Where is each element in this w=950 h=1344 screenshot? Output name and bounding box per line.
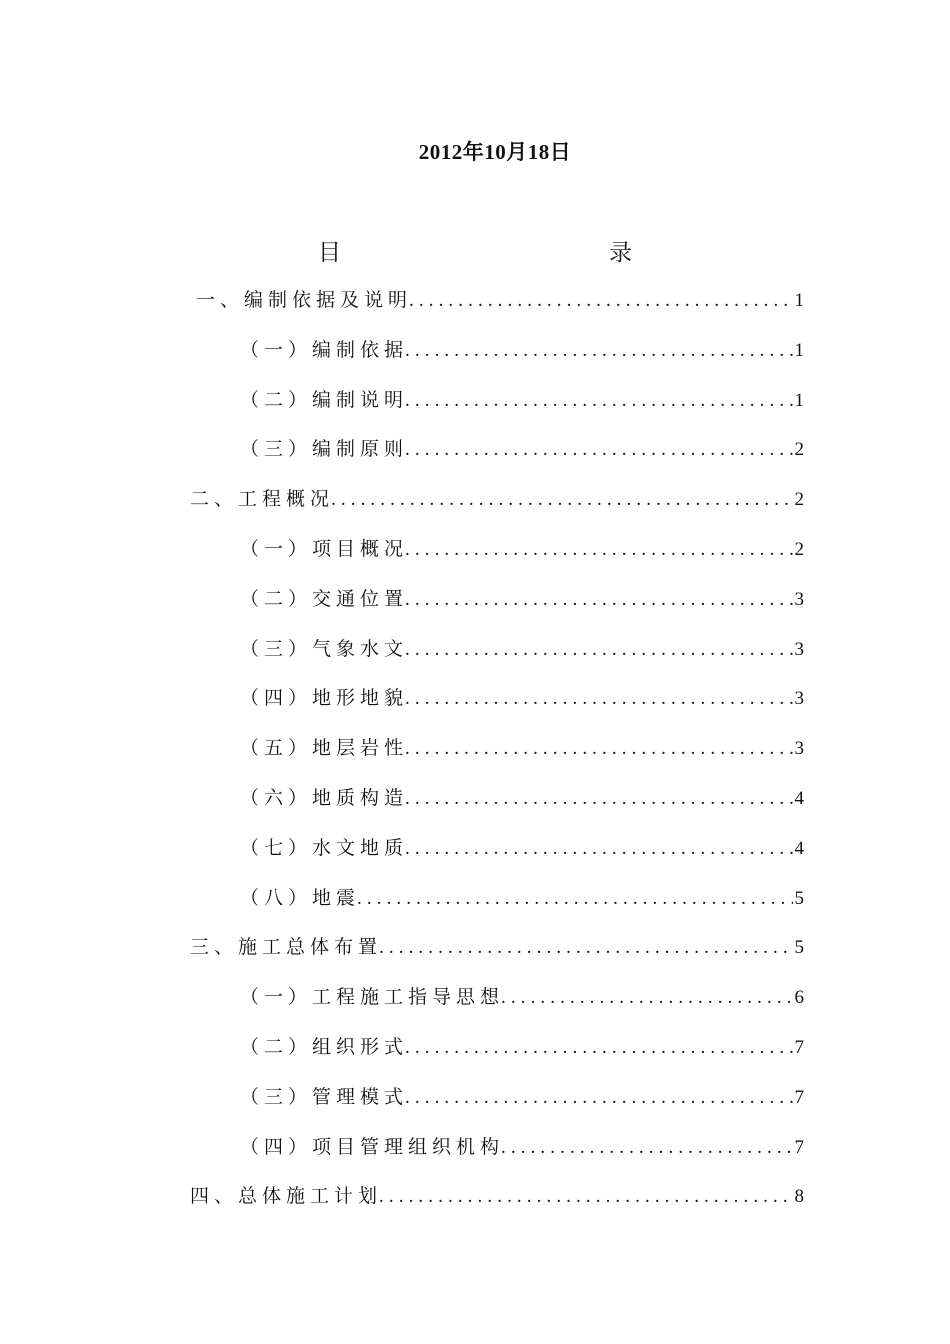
toc-leader-dots [405, 1082, 792, 1114]
toc-entry[interactable] [0, 882, 950, 932]
toc-page-number: 2 [794, 439, 804, 461]
toc-entry[interactable] [0, 682, 950, 732]
toc-leader-dots [405, 434, 792, 466]
toc-entry-label: （一）项目概况 [240, 537, 409, 560]
toc-page-number: 8 [794, 1186, 804, 1208]
document-date: 2012年10月18日 [418, 140, 572, 164]
toc-page-number: 1 [794, 389, 804, 411]
toc-entry-label: （四）项目管理组织机构 [240, 1135, 505, 1158]
toc-entry[interactable] [0, 1031, 950, 1081]
toc-entry-label: 二、工程概况 [190, 488, 335, 511]
toc-entry[interactable] [0, 583, 950, 633]
toc-leader-dots [405, 385, 792, 417]
toc-leader-dots [501, 1132, 792, 1164]
toc-leader-dots [405, 783, 792, 815]
toc-leader-dots [405, 833, 792, 865]
toc-page-number: 2 [794, 538, 804, 560]
toc-title-right: 录 [609, 240, 632, 266]
toc-page-number: 5 [794, 937, 804, 959]
toc-leader-dots [501, 982, 792, 1014]
toc-entry-label: （五）地层岩性 [240, 737, 409, 760]
toc-page-number: 7 [794, 1136, 804, 1158]
toc-leader-dots [379, 1181, 792, 1213]
toc-entry[interactable] [0, 334, 950, 384]
toc-leader-dots [405, 584, 792, 616]
toc-page-number: 4 [794, 837, 804, 859]
toc-entry[interactable] [0, 931, 950, 981]
toc-leader-dots [405, 634, 792, 666]
toc-entry[interactable] [0, 832, 950, 882]
toc-leader-dots [357, 883, 792, 915]
toc-page-number: 3 [794, 688, 804, 710]
toc-page-number: 1 [794, 339, 804, 361]
toc-entry-label: （一）编制依据 [240, 338, 409, 361]
toc-entry-label: （三）管理模式 [240, 1085, 409, 1108]
toc-leader-dots [405, 534, 792, 566]
toc-entry-label: （八）地震 [240, 886, 361, 909]
toc-entry-label: （一）工程施工指导思想 [240, 986, 505, 1009]
toc-entry-label: （二）组织形式 [240, 1035, 409, 1058]
toc-entry[interactable] [0, 284, 950, 334]
toc-leader-dots [409, 285, 792, 317]
toc-entry-label: （六）地质构造 [240, 786, 409, 809]
toc-entry-label: 四、总体施工计划 [190, 1185, 383, 1208]
toc-entry[interactable] [0, 533, 950, 583]
toc-entry-label: （三）气象水文 [240, 637, 409, 660]
toc-page-number: 5 [794, 887, 804, 909]
table-of-contents [0, 284, 950, 1230]
toc-title-left: 目 [318, 240, 341, 266]
toc-entry[interactable] [0, 732, 950, 782]
toc-page-number: 7 [794, 1086, 804, 1108]
toc-entry-label: （四）地形地貌 [240, 687, 409, 710]
toc-page-number: 3 [794, 638, 804, 660]
toc-entry[interactable] [0, 1131, 950, 1181]
toc-entry[interactable] [0, 483, 950, 533]
toc-page-number: 2 [794, 489, 804, 511]
toc-page-number: 1 [794, 290, 804, 311]
toc-leader-dots [331, 484, 792, 516]
toc-leader-dots [379, 932, 792, 964]
toc-entry-label: （二）编制说明 [240, 388, 409, 411]
toc-entry[interactable] [0, 384, 950, 434]
toc-entry[interactable] [0, 633, 950, 683]
toc-title [0, 234, 950, 268]
toc-entry[interactable] [0, 782, 950, 832]
toc-entry-label: （三）编制原则 [240, 438, 409, 461]
toc-leader-dots [405, 335, 792, 367]
toc-page-number: 6 [794, 987, 804, 1009]
toc-leader-dots [405, 733, 792, 765]
toc-page-number: 4 [794, 787, 804, 809]
toc-leader-dots [405, 683, 792, 715]
toc-entry[interactable] [0, 981, 950, 1031]
toc-entry-label: 三、施工总体布置 [190, 936, 383, 959]
toc-leader-dots [405, 1032, 792, 1064]
toc-entry-label: 一、编制依据及说明 [196, 289, 413, 311]
toc-entry-label: （七）水文地质 [240, 836, 409, 859]
toc-entry[interactable] [0, 433, 950, 483]
toc-page-number: 7 [794, 1036, 804, 1058]
toc-entry[interactable] [0, 1180, 950, 1230]
toc-page-number: 3 [794, 738, 804, 760]
toc-entry-label: （二）交通位置 [240, 587, 409, 610]
toc-entry[interactable] [0, 1081, 950, 1131]
toc-page-number: 3 [794, 588, 804, 610]
